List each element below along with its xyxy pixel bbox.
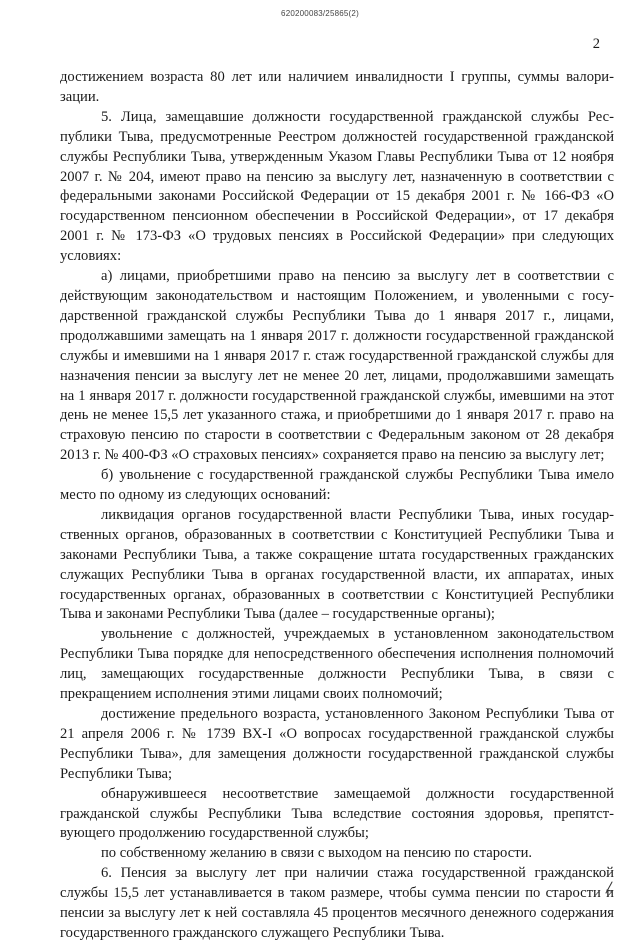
paragraph-ground-own-will: по собственному желанию в связи с выходом на пенсию по старости. bbox=[101, 845, 533, 862]
document-code: 620200083/25865(2) bbox=[281, 9, 359, 18]
paragraph-item-6: 6. Пенсия за выслугу лет при наличии стажа государственной гражданской службы 15,5 лет устанавливается в таком размере, чтобы сумма пенсии по старости и пенсии за выслугу лет к ней составляла 45 процентов месячного денежного содержания государственного гражданского служащего Республики Тыва. bbox=[60, 865, 614, 941]
paragraph-ground-dismissal: увольнение с должностей, учреждаемых в установленном законодательством Республики Тыва порядке для непосредственного обеспечения исполнения полномочий лиц, замещающих государственные должности Республики Тыва, в связи с прекращением исполнения этими лицами своих полномочий; bbox=[60, 626, 614, 703]
document-body bbox=[60, 68, 614, 944]
page-number: 2 bbox=[592, 36, 600, 52]
paragraph-ground-liquidation: ликвидация органов государственной власти Республики Тыва, иных государственных органов, образованных в соответствии с Конституцией Республики Тыва и законами Республики Тыва, а также сокращение штата государственных гражданских служащих Республики Тыва в органах государственной власти, их аппаратах, иных государственных органах, образованных в соответствии с Конституцией Республики Тыва и законами Республики Тыва (далее – государственные органы); bbox=[60, 506, 614, 623]
paragraph-subitem-b: б) увольнение с государственной гражданской службы Республики Тыва имело место по одному из следующих оснований: bbox=[60, 467, 614, 504]
handwritten-mark-icon bbox=[604, 881, 614, 895]
paragraph-ground-age-limit: достижение предельного возраста, установленного Законом Республики Тыва от 21 апреля 2006 г. № 1739 ВХ-I «О вопросах государственной гражданской службы Республики Тыва», для замещения должности государственной гражданской службы Республики Тыва; bbox=[60, 706, 614, 782]
paragraph-ground-health: обнаружившееся несоответствие замещаемой должности государственной гражданской службы Республики Тыва вследствие состояния здоровья, препятствующего продолжению государственной службы; bbox=[60, 785, 614, 842]
paragraph-item-5: 5. Лица, замещавшие должности государственной гражданской службы Республики Тыва, предусмотренные Реестром должностей государственной гражданской службы Республики Тыва, утвержденным Указом Главы Республики Тыва от 12 ноября 2007 г. № 204, имеют право на пенсию за выслугу лет, назначенную в соответствии с федеральными законами Российской Федерации от 15 декабря 2001 г. № 166-ФЗ «О государственном пенсионном обеспечении в Российской Федерации», от 17 декабря 2001 г. № 173-ФЗ «О трудовых пенсиях в Российской Федерации» при следующих условиях: bbox=[60, 108, 614, 265]
paragraph-continuation: достижением возраста 80 лет или наличием инвалидности I группы, суммы валоризации. bbox=[60, 69, 614, 105]
paragraph-subitem-a: а) лицами, приобретшими право на пенсию за выслугу лет в соответствии с действующим законодательством и настоящим Положением, и уволенными с государственной гражданской службы Республики Тыва до 1 января 2017 г., лицами, продолжавшими замещать на 1 января 2017 г. должности государственной гражданской службы и имевшими на 1 января 2017 г. стаж государственной гражданской службы для назначения пенсии за выслугу лет не менее 20 лет, лицами, продолжавшими замещать на 1 января 2017 г. должности государственной гражданской службы, имевшими на этот день не менее 15,5 лет указанного стажа, и приобретшими до 1 января 2017 г. право на страховую пенсию по старости в соответствии с Федеральным законом от 28 декабря 2013 г. № 400-ФЗ «О страховых пенсиях» сохраняется право на пенсию за выслугу лет; bbox=[60, 268, 614, 464]
